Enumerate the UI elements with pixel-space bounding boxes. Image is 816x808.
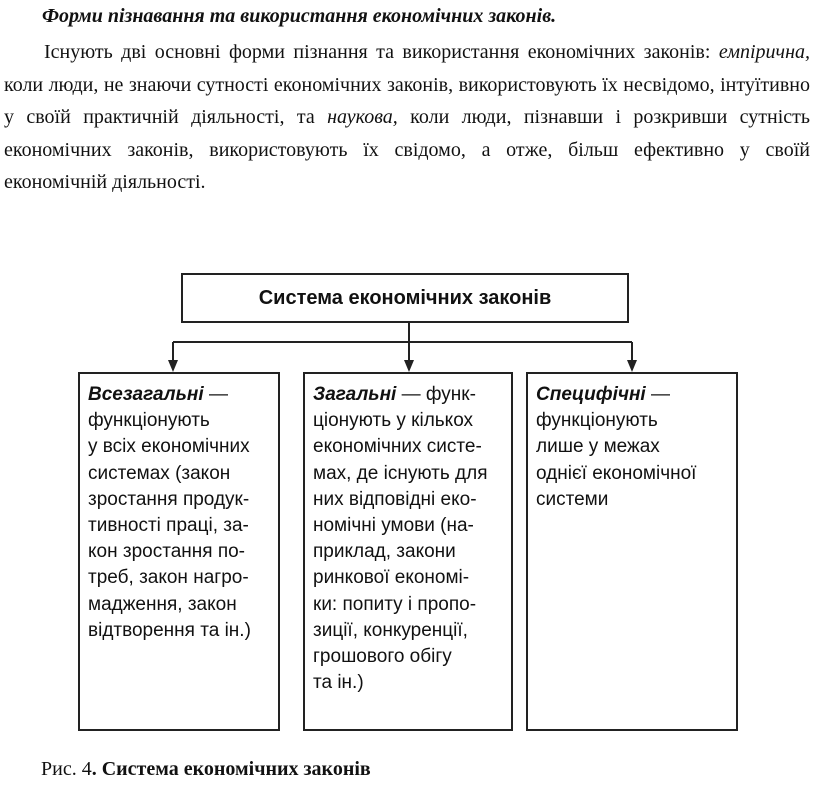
paragraph-text-1: Існують дві основні форми пізнання та використання економічних законів: — [44, 41, 719, 63]
column-line: зиції, конкуренції, — [313, 619, 468, 641]
column-line: мадження, закон — [88, 593, 237, 615]
column-line: системах (закон — [88, 462, 231, 484]
column-heading-rest: — — [203, 384, 228, 405]
column-line: номічні умови (на- — [313, 515, 474, 537]
column-universal-laws — [78, 372, 280, 731]
term-scientific: наукова, — [327, 106, 398, 128]
column-line: грошового обігу — [313, 646, 452, 668]
diagram-title-box — [181, 273, 629, 323]
column-line: функціонують — [88, 410, 210, 432]
diagram-title: Система економічних законів — [258, 286, 552, 309]
column-heading-line — [88, 382, 272, 408]
column-heading-rest: — — [645, 384, 670, 405]
column-specific-laws — [526, 372, 738, 731]
column-general-laws — [303, 372, 513, 731]
arrow-left — [168, 360, 178, 372]
column-line: та ін.) — [313, 672, 364, 694]
arrow-right — [627, 360, 637, 372]
paragraph-text-3: коли люди, пізнавши і розкривши сутність економічних законів, використовують їх свідомо, а отже, більш ефективно у своїй економічній діяльності. — [4, 106, 810, 193]
column-heading-line — [313, 382, 505, 408]
column-line: у всіх економічних — [88, 436, 250, 458]
column-term: Специфічні — [536, 384, 646, 405]
column-line: лише у межах — [536, 436, 660, 458]
column-line: системи — [536, 488, 609, 510]
column-line: тивності праці, за- — [88, 515, 249, 537]
column-line: треб, закон нагро- — [88, 567, 249, 589]
column-heading-line — [536, 382, 730, 408]
paragraph-text-2: коли люди, не знаючи сутності економічних законів, використовують їх несвідомо, інтуїтивно у своїй практичній діяльності, та — [4, 73, 810, 128]
column-line: кон зростання по- — [88, 541, 246, 563]
caption-title: . Система економічних законів — [91, 758, 371, 780]
column-heading-rest: — функ- — [396, 384, 476, 405]
column-line: ринкової економі- — [313, 567, 470, 589]
section-heading: Форми пізнавання та використання економічних законів. — [42, 5, 557, 27]
column-term: Всезагальні — [88, 384, 204, 405]
column-line: зростання продук- — [88, 488, 250, 510]
column-line: однієї економічної — [536, 462, 697, 484]
column-line: відтворення та ін.) — [88, 619, 251, 641]
column-line: приклад, закони — [313, 541, 456, 563]
column-line: ціонують у кількох — [313, 410, 474, 432]
term-empirical: емпірична, — [718, 41, 810, 63]
column-term: Загальні — [313, 384, 397, 405]
column-line: них відповідні еко- — [313, 488, 477, 510]
column-line: мах, де існують для — [313, 462, 488, 484]
column-line: функціонують — [536, 410, 658, 432]
arrow-center — [404, 360, 414, 372]
caption-prefix: Рис. 4 — [41, 758, 92, 780]
figure-caption — [41, 757, 371, 781]
column-line: економічних систе- — [313, 436, 482, 458]
column-line: ки: попиту і пропо- — [313, 593, 477, 615]
